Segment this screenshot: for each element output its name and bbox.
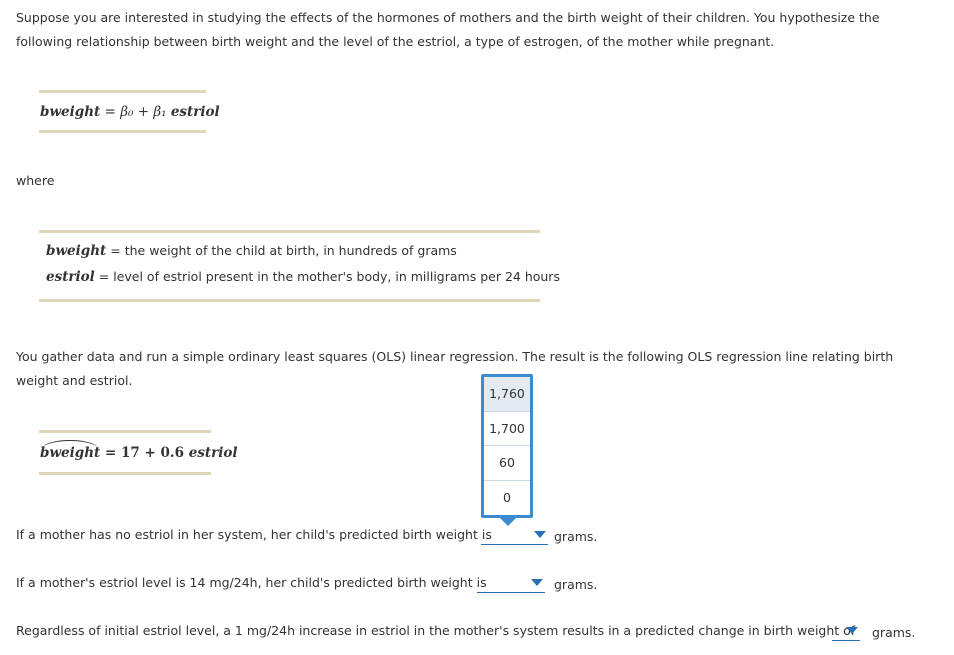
definition-estriol: [46, 269, 560, 285]
model-rhs: estriol: [170, 104, 220, 120]
fitted-var: estriol: [188, 445, 238, 461]
fitted-lhs: bweight: [40, 445, 101, 461]
fitted-equation: [40, 445, 238, 461]
dropdown-list: [481, 374, 533, 518]
model-beta1: β₁: [153, 104, 167, 120]
fitted-equation-box: [39, 430, 238, 475]
fitted-lhs-hat: [40, 445, 100, 461]
model-eq: =: [100, 104, 121, 120]
ols-intro-text: You gather data and run a simple ordinary least squares (OLS) linear regression. The result is the following OLS regression line relating birth weight and estriol.: [16, 349, 894, 388]
model-beta0: β₀: [120, 104, 134, 120]
model-equation: [40, 104, 220, 120]
definitions-box: [39, 230, 560, 302]
definition-var: bweight: [46, 243, 107, 259]
dropdown-option[interactable]: 0: [503, 489, 511, 505]
question-1-unit: grams.: [554, 529, 598, 544]
definition-var: estriol: [46, 269, 95, 285]
dropdown-option[interactable]: 60: [484, 446, 530, 481]
dropdown-option[interactable]: 1,700: [484, 412, 530, 447]
definition-eq: =: [94, 269, 114, 284]
hat-icon: [42, 440, 98, 449]
dropdown-pointer-icon: [500, 518, 516, 526]
question-2-unit: grams.: [554, 577, 598, 592]
intro-text: Suppose you are interested in studying the effects of the hormones of mothers and the birth weight of their children. You hypothesize the following relationship between birth weight and the level of the estriol, a type of estrogen, of the mother while pregnant.: [16, 10, 880, 49]
fitted-coefficients: = 17 + 0.6: [100, 445, 189, 461]
chevron-down-icon[interactable]: [531, 579, 543, 586]
question-3-unit: grams.: [872, 625, 916, 640]
model-equation-box: [39, 90, 220, 133]
chevron-down-icon[interactable]: [846, 627, 858, 634]
dropdown-option[interactable]: 1,760: [484, 377, 530, 412]
where-label: where: [16, 173, 55, 188]
definition-eq: =: [106, 243, 125, 258]
question-1-text: If a mother has no estriol in her system, her child's predicted birth weight is: [16, 527, 492, 542]
model-plus: +: [133, 104, 154, 120]
question-2-select[interactable]: [477, 575, 545, 593]
question-3-select[interactable]: [832, 623, 860, 641]
model-lhs: bweight: [40, 104, 101, 120]
definition-bweight: [46, 243, 457, 259]
question-1-select[interactable]: [481, 527, 548, 545]
definition-text: the weight of the child at birth, in hundreds of grams: [124, 243, 457, 258]
question-2-text: If a mother's estriol level is 14 mg/24h, her child's predicted birth weight is: [16, 575, 487, 590]
chevron-down-icon[interactable]: [534, 531, 546, 538]
question-3-text: Regardless of initial estriol level, a 1 mg/24h increase in estriol in the mother's system results in a predicted change in birth weight of: [16, 623, 856, 638]
definition-text: level of estriol present in the mother's body, in milligrams per 24 hours: [113, 269, 560, 284]
